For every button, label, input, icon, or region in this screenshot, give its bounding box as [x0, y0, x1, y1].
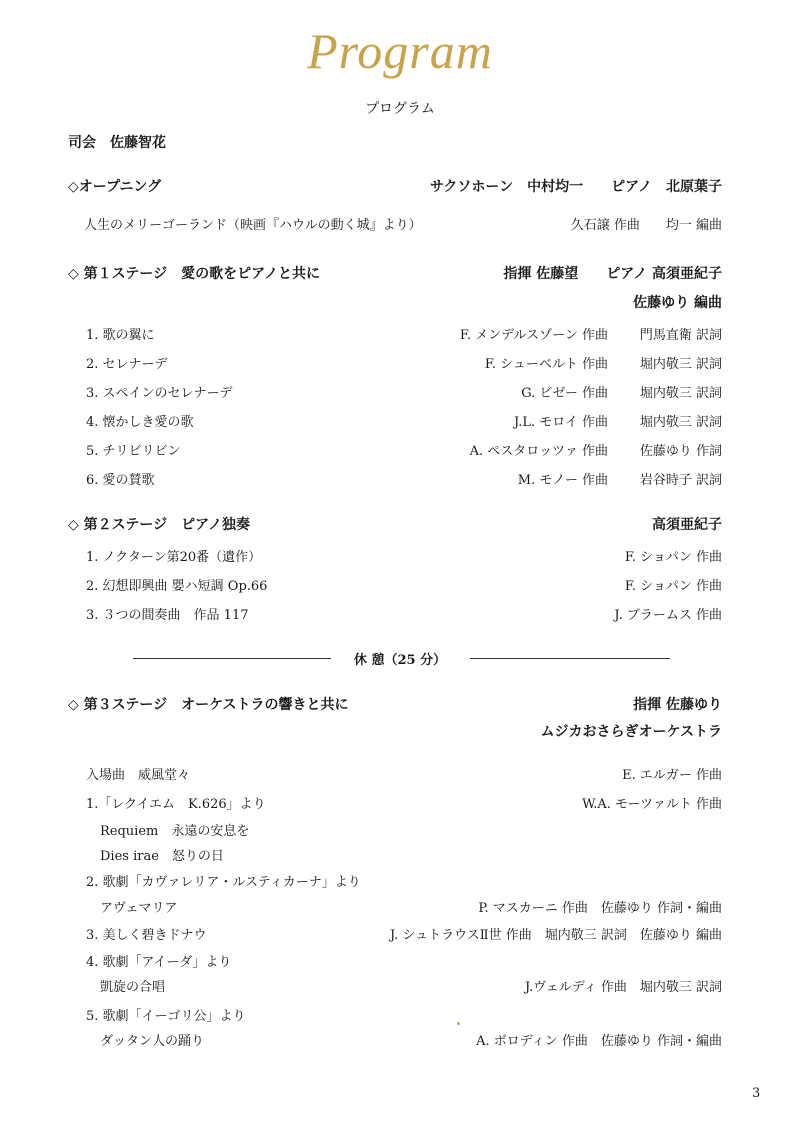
intermission-rule-right	[470, 658, 670, 659]
list-item-composer: G. ビゼー 作曲	[521, 386, 608, 401]
list-item-composer: F. ショパン 作曲	[624, 550, 722, 565]
list-item-title: 3. ３つの間奏曲 作品 117	[86, 608, 249, 623]
list-item-title: 4. 懐かしき愛の歌	[86, 415, 194, 430]
list-item-lyric: 岩谷時子 訳詞	[639, 473, 722, 488]
list-item-title: 1.「レクイエム K.626」より	[86, 797, 266, 812]
list-item-title: 1. 歌の翼に	[86, 328, 155, 343]
list-item-composer: A. ペスタロッツァ 作曲	[469, 444, 608, 459]
list-item-title: 2. セレナーデ	[86, 357, 168, 372]
list-item-title: 2. 幻想即興曲 嬰ハ短調 Op.66	[86, 579, 268, 594]
list-item-composer: J. ブラームス 作曲	[614, 608, 722, 623]
stage2-heading: ◇ 第２ステージ ピアノ独奏	[68, 517, 250, 533]
list-item-title: 6. 愛の賛歌	[86, 473, 155, 488]
list-item-composer: M. モノー 作曲	[517, 473, 608, 488]
list-item-credit: J. シュトラウスⅡ世 作曲 堀内敬三 訳詞 佐藤ゆり 編曲	[389, 928, 722, 943]
opening-performers: サクソホーン 中村均一 ピアノ 北原葉子	[429, 179, 722, 195]
stage1-arranger: 佐藤ゆり 編曲	[633, 295, 722, 311]
list-item-composer: W.A. モーツァルト 作曲	[582, 797, 722, 812]
list-item-sub: ダッタン人の踊り	[100, 1034, 205, 1049]
list-item-composer: F. シューベルト 作曲	[484, 357, 608, 372]
opening-heading: ◇オープニング	[68, 179, 162, 195]
list-item-sub: Requiem 永遠の安息を	[100, 824, 250, 839]
list-item-title: 3. スペインのセレナーデ	[86, 386, 233, 401]
opening-credit: 久石譲 作曲 均一 編曲	[570, 218, 722, 233]
page-title: Program	[307, 23, 493, 79]
list-item-composer: F. ショパン 作曲	[624, 579, 722, 594]
list-item-lyric: 堀内敬三 訳詞	[639, 386, 722, 401]
stage3-orchestra: ムジカおさらぎオーケストラ	[540, 724, 722, 740]
list-item-lyric: 堀内敬三 訳詞	[639, 357, 722, 372]
decorative-dot	[457, 1022, 460, 1025]
entrance-title: 入場曲 威風堂々	[86, 768, 191, 783]
stage3-conductor: 指揮 佐藤ゆり	[633, 697, 722, 713]
list-item-title: 2. 歌劇「カヴァレリア・ルスティカーナ」より	[86, 875, 361, 890]
list-item-title: 5. チリビリビン	[86, 444, 181, 459]
list-item-title: 1. ノクターン第20番（遺作）	[86, 550, 262, 565]
entrance-composer: E. エルガー 作曲	[622, 768, 722, 783]
page-number: 3	[752, 1086, 761, 1101]
page-subtitle: プログラム	[365, 101, 435, 117]
list-item-sub: アヴェマリア	[100, 901, 178, 916]
opening-piece: 人生のメリーゴーランド（映画『ハウルの動く城』より）	[84, 218, 422, 233]
list-item-title: 3. 美しく碧きドナウ	[86, 928, 207, 943]
list-item-credit: A. ボロディン 作曲 佐藤ゆり 作詞・編曲	[476, 1034, 722, 1049]
stage2-performer: 高須亜紀子	[652, 517, 722, 533]
list-item-lyric: 堀内敬三 訳詞	[639, 415, 722, 430]
list-item-composer: J.L. モロイ 作曲	[514, 415, 608, 430]
stage1-performers: 指揮 佐藤望 ピアノ 高須亜紀子	[503, 266, 722, 282]
mc-line: 司会 佐藤智花	[68, 135, 166, 151]
list-item-lyric: 佐藤ゆり 作詞	[639, 444, 722, 459]
list-item-sub: Dies irae 怒りの日	[100, 849, 224, 864]
list-item-sub: 凱旋の合唱	[100, 980, 166, 995]
list-item-lyric: 門馬直衛 訳詞	[639, 328, 722, 343]
list-item-credit: J.ヴェルディ 作曲 堀内敬三 訳詞	[524, 980, 722, 995]
intermission-label: 休 憩（25 分）	[353, 653, 447, 668]
list-item-title: 5. 歌劇「イーゴリ公」より	[86, 1009, 246, 1024]
list-item-title: 4. 歌劇「アイーダ」より	[86, 955, 232, 970]
stage3-heading: ◇ 第３ステージ オーケストラの響きと共に	[68, 697, 349, 713]
list-item-composer: F. メンデルスゾーン 作曲	[459, 328, 608, 343]
stage1-heading: ◇ 第１ステージ 愛の歌をピアノと共に	[68, 266, 320, 282]
list-item-credit: P. マスカーニ 作曲 佐藤ゆり 作詞・編曲	[478, 901, 722, 916]
